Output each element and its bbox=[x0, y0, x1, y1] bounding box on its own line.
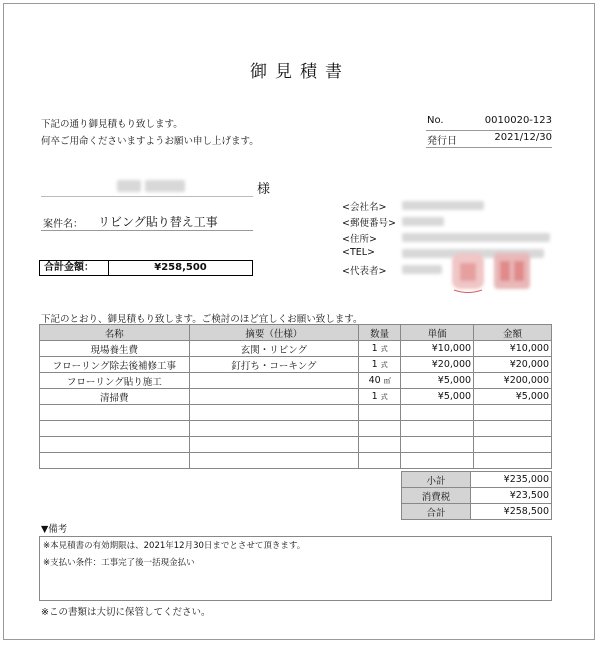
item-spec bbox=[189, 373, 359, 389]
summary-table bbox=[401, 471, 552, 520]
item-amount: ¥10,000 bbox=[474, 341, 552, 357]
qty-unit: 式 bbox=[380, 345, 388, 353]
item-amount: ¥20,000 bbox=[474, 357, 552, 373]
project-label: 案件名： bbox=[43, 219, 83, 230]
item-price: ¥5,000 bbox=[401, 389, 474, 405]
summary-label: 消費税 bbox=[402, 488, 471, 504]
company-field-tel: <TEL> bbox=[342, 247, 376, 258]
intro-line-2: 何卒ご用命くださいますようお願い申し上げます。 bbox=[41, 136, 259, 147]
col-header-name: 名称 bbox=[40, 325, 190, 341]
qty-value: 1 bbox=[371, 359, 378, 370]
notes-line-payment: ※支払い条件：工事完了後一括現金払い bbox=[43, 558, 195, 568]
meta-label: No. bbox=[427, 115, 444, 126]
qty-unit: 式 bbox=[380, 393, 388, 401]
item-qty bbox=[359, 341, 401, 357]
total-label: 合計金額： bbox=[40, 261, 109, 275]
project-name: リビング貼り替え工事 bbox=[98, 215, 218, 229]
item-name: フローリング貼り施工 bbox=[40, 373, 190, 389]
company-field-zip: <郵便番号> bbox=[342, 218, 396, 229]
table-header-row bbox=[40, 325, 552, 341]
item-price: ¥5,000 bbox=[401, 373, 474, 389]
item-amount: ¥5,000 bbox=[474, 389, 552, 405]
company-field-name: <会社名> bbox=[342, 202, 387, 213]
customer-name-line bbox=[41, 178, 253, 197]
total-value: ¥258,500 bbox=[154, 262, 207, 273]
item-qty bbox=[359, 373, 401, 389]
summary-row-tax bbox=[402, 488, 552, 504]
redacted-representative bbox=[402, 265, 442, 274]
redacted-company-name bbox=[402, 201, 484, 210]
notes-heading: ▼備考 bbox=[41, 524, 68, 535]
estimate-lead-text: 下記のとおり、御見積もり致します。ご検討のほど宜しくお願い致します。 bbox=[41, 314, 363, 325]
meta-value: 2021/12/30 bbox=[494, 132, 552, 143]
item-spec: 釘打ち・コーキング bbox=[189, 357, 359, 373]
col-header-qty: 数量 bbox=[359, 325, 401, 341]
notes-line-validity: ※本見積書の有効期限は、2021年12月30日までとさせて頂きます。 bbox=[43, 541, 306, 551]
project-line bbox=[41, 212, 253, 231]
document-title: 御見積書 bbox=[250, 62, 350, 82]
meta-value: 0010020-123 bbox=[484, 115, 552, 126]
meta-row-date bbox=[426, 130, 552, 148]
total-amount-box bbox=[39, 260, 253, 276]
redacted-address bbox=[402, 233, 550, 242]
meta-label: 発行日 bbox=[427, 136, 457, 147]
qty-unit: ㎡ bbox=[383, 377, 391, 385]
qty-unit: 式 bbox=[380, 361, 388, 369]
summary-row-total bbox=[402, 504, 552, 520]
redacted-zip bbox=[402, 217, 444, 226]
table-row bbox=[40, 357, 552, 373]
table-row bbox=[40, 373, 552, 389]
summary-value: ¥258,500 bbox=[471, 504, 552, 520]
company-seal-stamp bbox=[446, 249, 536, 294]
qty-value: 1 bbox=[371, 343, 378, 354]
item-qty bbox=[359, 357, 401, 373]
table-row bbox=[40, 389, 552, 405]
col-header-spec: 摘要（仕様） bbox=[189, 325, 359, 341]
redacted-customer-name bbox=[145, 180, 185, 192]
summary-value: ¥235,000 bbox=[471, 472, 552, 488]
item-spec bbox=[189, 389, 359, 405]
company-field-representative: <代表者> bbox=[342, 266, 387, 277]
col-header-amount: 金額 bbox=[474, 325, 552, 341]
item-price: ¥20,000 bbox=[401, 357, 474, 373]
table-row-empty bbox=[40, 421, 552, 437]
table-row bbox=[40, 341, 552, 357]
redacted-customer-name bbox=[117, 180, 141, 192]
item-name: 清掃費 bbox=[40, 389, 190, 405]
qty-value: 1 bbox=[371, 391, 378, 402]
summary-value: ¥23,500 bbox=[471, 488, 552, 504]
summary-row-subtotal bbox=[402, 472, 552, 488]
table-row-empty bbox=[40, 437, 552, 453]
summary-label: 合計 bbox=[402, 504, 471, 520]
summary-label: 小計 bbox=[402, 472, 471, 488]
customer-honorific: 様 bbox=[257, 182, 271, 197]
item-name: フローリング除去後補修工事 bbox=[40, 357, 190, 373]
item-name: 現場養生費 bbox=[40, 341, 190, 357]
item-qty bbox=[359, 389, 401, 405]
table-row-empty bbox=[40, 405, 552, 421]
item-spec: 玄関・リビング bbox=[189, 341, 359, 357]
line-items-table bbox=[39, 324, 552, 469]
company-field-address: <住所> bbox=[342, 234, 377, 245]
item-price: ¥10,000 bbox=[401, 341, 474, 357]
intro-line-1: 下記の通り御見積もり致します。 bbox=[41, 119, 183, 130]
col-header-unit-price: 単価 bbox=[401, 325, 474, 341]
notes-box bbox=[39, 536, 552, 601]
item-amount: ¥200,000 bbox=[474, 373, 552, 389]
table-row-empty bbox=[40, 453, 552, 469]
qty-value: 40 bbox=[368, 375, 381, 386]
footer-note: ※この書類は大切に保管してください。 bbox=[41, 607, 211, 618]
meta-row-number bbox=[426, 113, 552, 131]
